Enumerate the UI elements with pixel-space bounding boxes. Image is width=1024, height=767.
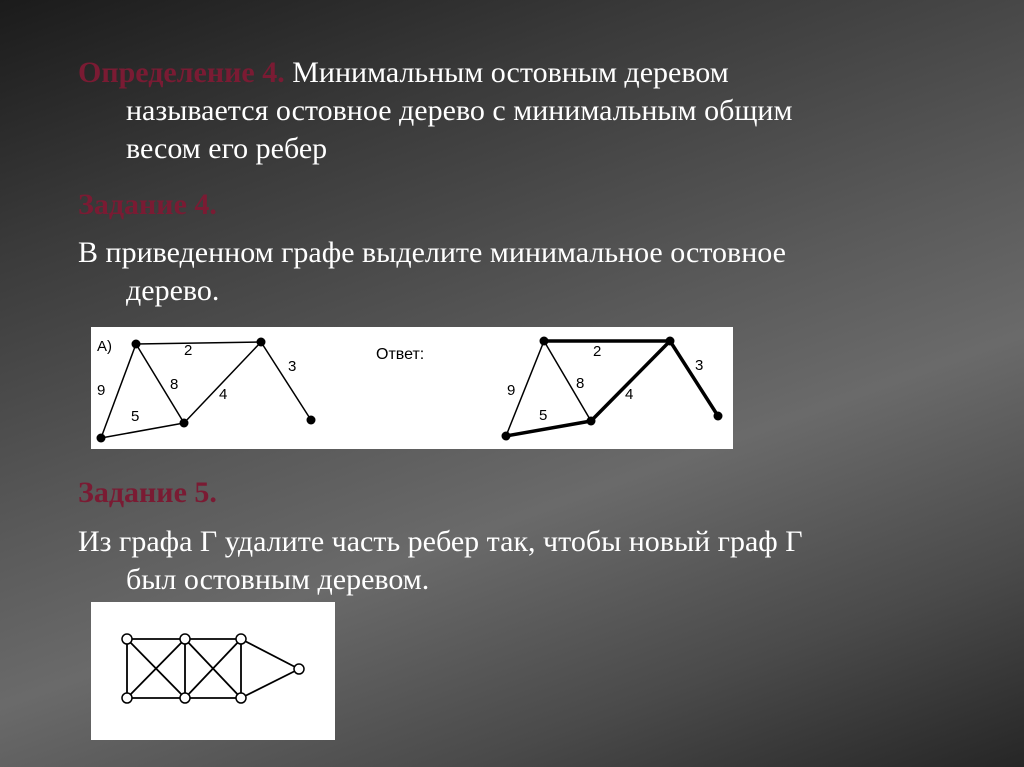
graph-node xyxy=(180,419,189,428)
graph-a-label: А) xyxy=(97,338,112,355)
answer-node xyxy=(540,337,549,346)
graph-node xyxy=(294,664,304,674)
answer-tree-edge xyxy=(670,341,718,416)
answer-node xyxy=(714,412,723,421)
graph-a-figure xyxy=(91,327,733,449)
task4-text-line2: дерево. xyxy=(126,274,220,307)
graph-node xyxy=(307,416,316,425)
task4-paragraph xyxy=(78,234,978,310)
graph-node xyxy=(132,340,141,349)
edge-weight: 2 xyxy=(593,343,602,360)
edge-weight: 5 xyxy=(539,407,548,424)
edge-weight: 9 xyxy=(507,382,516,399)
graph-a-svg xyxy=(91,327,733,449)
answer-node xyxy=(502,432,511,441)
edge-weight: 4 xyxy=(219,386,228,403)
edge-weight: 2 xyxy=(184,342,193,359)
graph-g-svg xyxy=(91,602,335,740)
answer-node xyxy=(666,337,675,346)
definition-text-line1: Минимальным остовным деревом xyxy=(292,56,729,89)
answer-label: Ответ: xyxy=(376,346,425,363)
edge-weight: 5 xyxy=(131,408,140,425)
graph-edge xyxy=(136,342,261,344)
definition-text-line3: весом его ребер xyxy=(126,132,328,165)
task4-text-line1: В приведенном графе выделите минимальное остовное xyxy=(78,236,786,269)
graph-node xyxy=(180,693,190,703)
graph-node xyxy=(122,693,132,703)
edge-weight: 8 xyxy=(170,376,179,393)
edge-weight: 3 xyxy=(288,358,297,375)
graph-edge xyxy=(241,639,299,669)
task5-title: Задание 5. xyxy=(78,476,217,509)
answer-tree-edge xyxy=(506,421,591,436)
definition-label: Определение 4. xyxy=(78,56,285,89)
task5-text-line2: был остовным деревом. xyxy=(126,563,430,596)
edge-weight: 4 xyxy=(625,386,634,403)
edge-weight: 9 xyxy=(97,382,106,399)
task5-text-line1: Из графа Г удалите часть ребер так, чтобы новый граф Г xyxy=(78,525,803,558)
definition-paragraph xyxy=(78,54,978,168)
task5-paragraph xyxy=(78,523,998,599)
graph-edge xyxy=(184,342,261,423)
answer-node xyxy=(587,417,596,426)
graph-node xyxy=(236,693,246,703)
graph-edge xyxy=(101,423,184,438)
graph-node xyxy=(236,634,246,644)
edge-weight: 8 xyxy=(576,375,585,392)
graph-edge xyxy=(261,342,311,420)
task4-title: Задание 4. xyxy=(78,188,217,221)
answer-tree-edge xyxy=(591,341,670,421)
graph-g-figure xyxy=(91,602,335,740)
graph-edge xyxy=(241,669,299,698)
graph-node xyxy=(257,338,266,347)
graph-node xyxy=(122,634,132,644)
edge-weight: 3 xyxy=(695,357,704,374)
graph-node xyxy=(97,434,106,443)
definition-text-line2: называется остовное дерево с минимальным общим xyxy=(126,94,793,127)
graph-node xyxy=(180,634,190,644)
